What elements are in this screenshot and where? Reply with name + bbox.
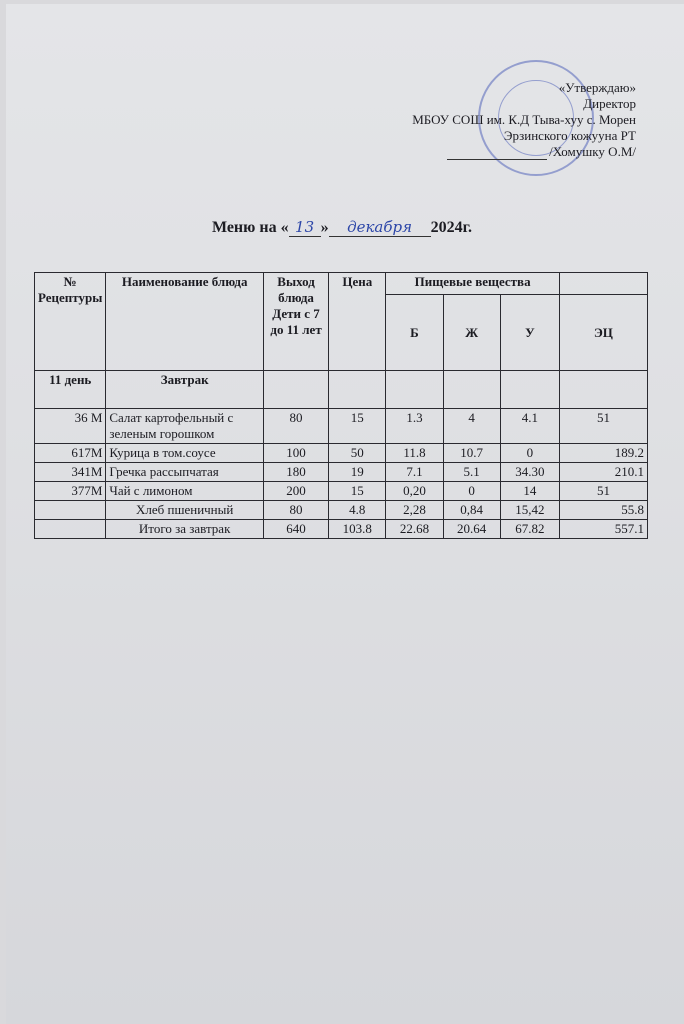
header-empty — [559, 273, 647, 295]
page-title — [0, 218, 684, 237]
row-recipe — [35, 501, 106, 520]
row-u: 14 — [500, 482, 559, 501]
position-label: Директор — [583, 96, 636, 111]
row-price: 15 — [329, 482, 386, 501]
row-zh: 5.1 — [443, 463, 500, 482]
header-ec: ЭЦ — [559, 295, 647, 371]
row-name: Чай с лимоном — [106, 482, 264, 501]
row-name: Салат картофельный с зеленым горошком — [106, 409, 264, 444]
row-b: 0,20 — [386, 482, 443, 501]
row-ec: 210.1 — [559, 463, 647, 482]
header-nutrients: Пищевые вещества — [386, 273, 560, 295]
total-output: 640 — [263, 520, 328, 539]
row-b: 7.1 — [386, 463, 443, 482]
row-price: 50 — [329, 444, 386, 463]
row-recipe: 617М — [35, 444, 106, 463]
total-ec: 557.1 — [559, 520, 647, 539]
title-month: декабря — [329, 218, 431, 237]
header-recipe: № Рецептуры — [35, 273, 106, 371]
title-suffix: 2024г. — [430, 219, 473, 236]
row-zh: 0,84 — [443, 501, 500, 520]
header-b: Б — [386, 295, 443, 371]
approve-label: «Утверждаю» — [558, 80, 636, 95]
total-label: Итого за завтрак — [106, 520, 264, 539]
row-zh: 4 — [443, 409, 500, 444]
row-output: 80 — [263, 501, 328, 520]
signature-line — [447, 147, 547, 160]
header-zh: Ж — [443, 295, 500, 371]
row-name: Курица в том.соусе — [106, 444, 264, 463]
header-price: Цена — [329, 273, 386, 371]
row-b: 1.3 — [386, 409, 443, 444]
row-price: 4.8 — [329, 501, 386, 520]
section-meal: Завтрак — [106, 371, 264, 409]
row-output: 100 — [263, 444, 328, 463]
district-name: Эрзинского кожууна РТ — [503, 128, 636, 143]
total-zh: 20.64 — [443, 520, 500, 539]
row-u: 0 — [500, 444, 559, 463]
header-name: Наименование блюда — [106, 273, 264, 371]
director-name: /Хомушку О.М/ — [549, 144, 636, 159]
row-zh: 10.7 — [443, 444, 500, 463]
row-output: 180 — [263, 463, 328, 482]
table-row — [35, 463, 648, 482]
row-recipe: 377М — [35, 482, 106, 501]
row-u: 4.1 — [500, 409, 559, 444]
title-prefix: Меню на « — [211, 219, 289, 236]
approval-block — [412, 80, 636, 160]
row-name: Хлеб пшеничный — [106, 501, 264, 520]
title-mid: » — [320, 219, 329, 236]
header-u: У — [500, 295, 559, 371]
row-ec: 189.2 — [559, 444, 647, 463]
school-name: МБОУ СОШ им. К.Д Тыва-хуу с. Морен — [412, 112, 636, 127]
table-row — [35, 444, 648, 463]
total-b: 22.68 — [386, 520, 443, 539]
row-ec: 51 — [559, 409, 647, 444]
row-price: 15 — [329, 409, 386, 444]
table-row — [35, 482, 648, 501]
table-row — [35, 501, 648, 520]
row-zh: 0 — [443, 482, 500, 501]
row-u: 15,42 — [500, 501, 559, 520]
table-row — [35, 409, 648, 444]
menu-table — [34, 272, 648, 539]
title-day: 13 — [289, 218, 321, 237]
row-b: 11.8 — [386, 444, 443, 463]
row-b: 2,28 — [386, 501, 443, 520]
row-ec: 51 — [559, 482, 647, 501]
row-output: 80 — [263, 409, 328, 444]
row-name: Гречка рассыпчатая — [106, 463, 264, 482]
row-output: 200 — [263, 482, 328, 501]
total-u: 67.82 — [500, 520, 559, 539]
row-u: 34.30 — [500, 463, 559, 482]
header-output: Выход блюда Дети с 7 до 11 лет — [263, 273, 328, 371]
row-ec: 55.8 — [559, 501, 647, 520]
row-recipe: 36 М — [35, 409, 106, 444]
total-price: 103.8 — [329, 520, 386, 539]
row-price: 19 — [329, 463, 386, 482]
row-recipe: 341М — [35, 463, 106, 482]
section-day: 11 день — [35, 371, 106, 409]
total-row — [35, 520, 648, 539]
